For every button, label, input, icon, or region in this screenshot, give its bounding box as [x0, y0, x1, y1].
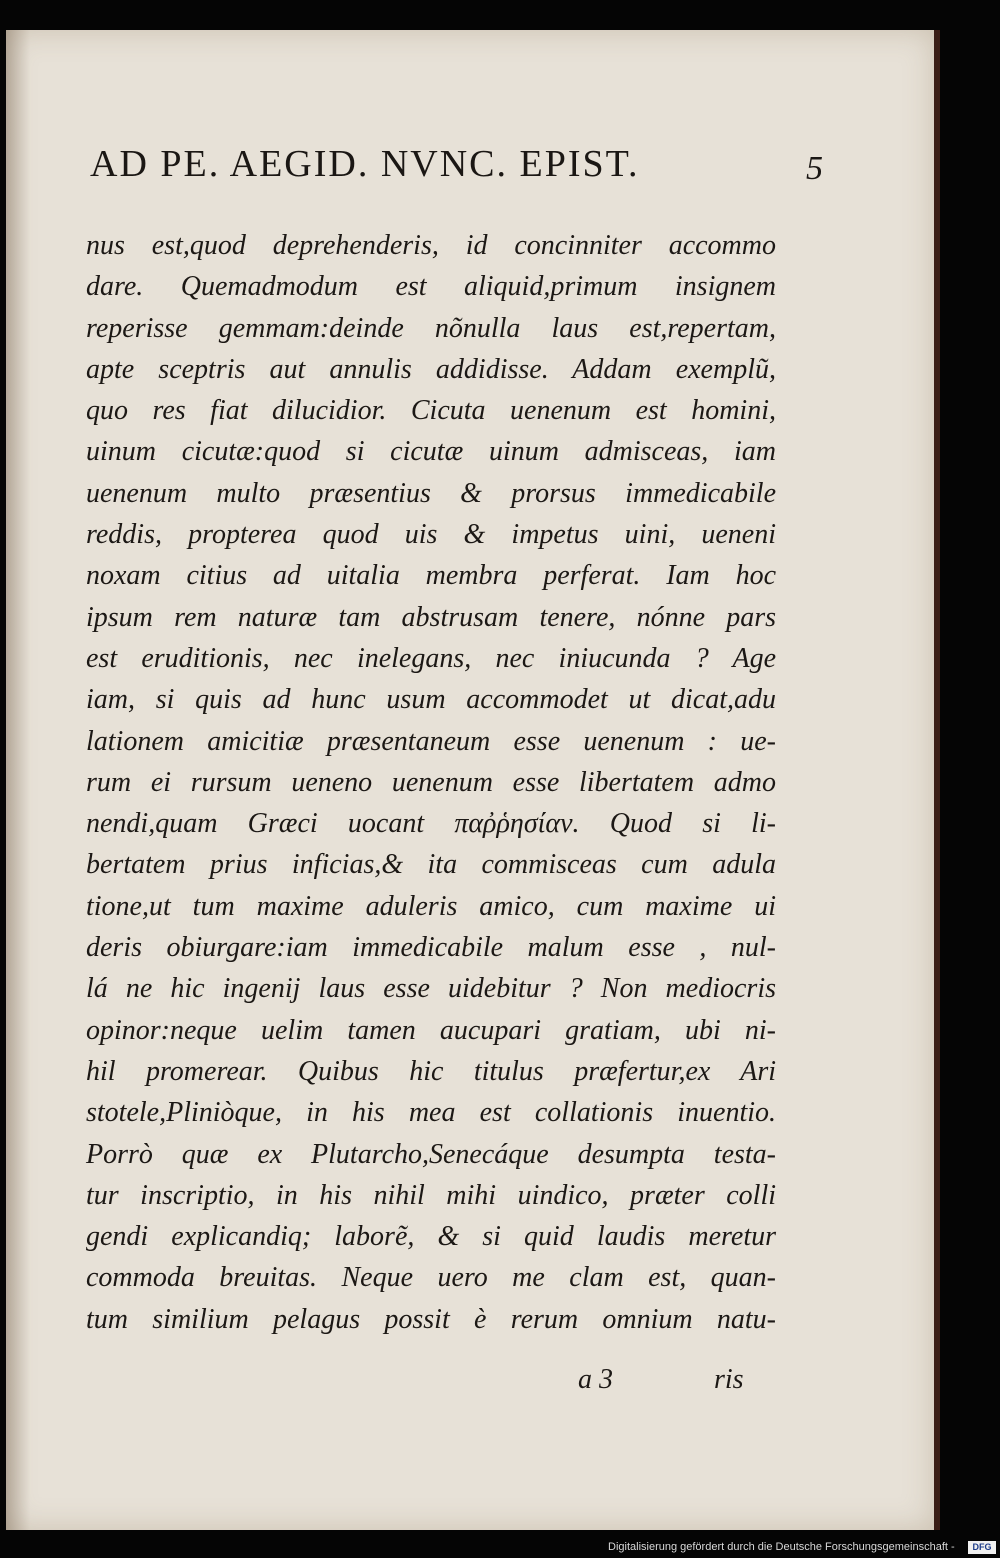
text-line: lationem amicitiæ præsentaneum esse uenenum : ue- [86, 725, 776, 757]
body-text [86, 225, 776, 1340]
text-line: reddis, propterea quod uis & impetus uini, ueneni [86, 519, 776, 551]
text-line: lá ne hic ingenij laus esse uidebitur ? Non mediocris [86, 973, 776, 1005]
text-line: iam, si quis ad hunc usum accommodet ut dicat,adu [86, 684, 776, 716]
text-line: rum ei rursum ueneno uenenum esse libertatem admo [86, 766, 776, 798]
digitization-credit [608, 1538, 1000, 1558]
text-line: dare. Quemadmodum est aliquid,primum insignem [86, 271, 776, 303]
text-line: ipsum rem naturæ tam abstrusam tenere, nónne pars [86, 601, 776, 633]
signature-mark: a 3 [578, 1364, 613, 1395]
text-line: quo res fiat dilucidior. Cicuta uenenum est homini, [86, 395, 776, 427]
text-line: uenenum multo præsentius & prorsus immedicabile [86, 477, 776, 509]
text-line: uinum cicutæ:quod si cicutæ uinum admisceas, iam [86, 436, 776, 468]
text-line: tum similium pelagus possit è rerum omnium natu- [86, 1303, 776, 1335]
text-line: Porrò quæ ex Plutarcho,Senecáque desumpta testa- [86, 1138, 776, 1170]
running-head: AD PE. AEGID. NVNC. EPIST. [90, 143, 640, 185]
text-line: hil promerear. Quibus hic titulus præfertur,ex Ari [86, 1055, 776, 1087]
text-line: tur inscriptio, in his nihil mihi uindico, præter colli [86, 1179, 776, 1211]
page-number: 5 [806, 150, 823, 187]
credit-text: Digitalisierung gefördert durch die Deutsche Forschungsgemeinschaft - [608, 1541, 955, 1553]
book-page [6, 30, 940, 1530]
catchword: ris [714, 1364, 744, 1395]
text-line: tione,ut tum maxime aduleris amico, cum maxime ui [86, 890, 776, 922]
text-line: stotele,Pliniòque, in his mea est collationis inuentio. [86, 1097, 776, 1129]
text-line: opinor:neque uelim tamen aucupari gratiam, ubi ni- [86, 1014, 776, 1046]
text-line: est eruditionis, nec inelegans, nec iniucunda ? Age [86, 642, 776, 674]
text-line: noxam citius ad uitalia membra perferat. Iam hoc [86, 560, 776, 592]
text-line: nendi,quam Græci uocant παῤῥησίαν. Quod si li- [86, 808, 776, 840]
text-line: deris obiurgare:iam immedicabile malum esse , nul- [86, 932, 776, 964]
text-line: reperisse gemmam:deinde nõnulla laus est,repertam, [86, 312, 776, 344]
text-line: nus est,quod deprehenderis, id concinniter accommo [86, 230, 776, 261]
dfg-logo: DFG [968, 1541, 996, 1554]
text-line: bertatem prius inficias,& ita commisceas cum adula [86, 849, 776, 881]
text-line: commoda breuitas. Neque uero me clam est, quan- [86, 1262, 776, 1294]
text-line: gendi explicandiq; laborẽ, & si quid laudis meretur [86, 1221, 776, 1253]
text-line: apte sceptris aut annulis addidisse. Addam exemplũ, [86, 353, 776, 385]
